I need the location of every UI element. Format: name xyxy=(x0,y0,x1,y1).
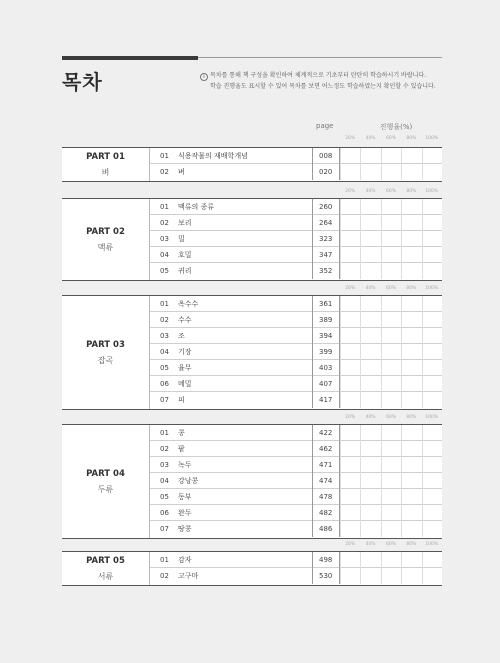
part-block xyxy=(62,147,442,182)
chapter-title: 콩 xyxy=(178,428,185,437)
chapter-title: 호밀 xyxy=(178,250,192,259)
chapter-row[interactable] xyxy=(150,505,442,521)
chapter-page: 462 xyxy=(312,441,340,457)
progress-checkbox[interactable] xyxy=(401,473,421,489)
chapter-row[interactable] xyxy=(150,376,442,392)
progress-checkbox[interactable] xyxy=(381,392,401,408)
progress-checkbox[interactable] xyxy=(381,312,401,328)
part-block xyxy=(62,295,442,410)
progress-checkbox[interactable] xyxy=(401,552,421,568)
title-accent-bar xyxy=(62,56,198,60)
percent-label: 80% xyxy=(406,286,417,291)
chapter-page: 361 xyxy=(312,296,340,312)
progress-checkbox[interactable] xyxy=(401,521,421,537)
progress-checkbox[interactable] xyxy=(360,552,380,568)
chapter-title: 율무 xyxy=(178,363,192,372)
progress-checkbox[interactable] xyxy=(401,425,421,441)
progress-checkbox[interactable] xyxy=(401,344,421,360)
progress-cells xyxy=(340,199,442,215)
chapter-row[interactable] xyxy=(150,164,442,180)
progress-checkbox[interactable] xyxy=(422,328,442,344)
percent-label: 20% xyxy=(345,286,356,291)
progress-checkbox[interactable] xyxy=(340,215,360,231)
chapter-page: 008 xyxy=(312,148,340,164)
progress-checkbox[interactable] xyxy=(360,312,380,328)
progress-cells xyxy=(340,215,442,231)
part-block xyxy=(62,198,442,281)
progress-checkbox[interactable] xyxy=(340,376,360,392)
chapter-title: 밀 xyxy=(178,234,185,243)
percent-label: 60% xyxy=(385,542,396,547)
percent-label: 100% xyxy=(425,415,439,420)
chapter-row[interactable] xyxy=(150,568,442,584)
progress-checkbox[interactable] xyxy=(422,263,442,279)
chapter-title: 녹두 xyxy=(178,460,192,469)
progress-checkbox[interactable] xyxy=(422,392,442,408)
progress-cells xyxy=(340,312,442,328)
chapter-number: 02 xyxy=(160,315,169,324)
progress-column-header: 진행율(%) xyxy=(379,123,413,131)
chapter-page: 482 xyxy=(312,505,340,521)
percent-label: 20% xyxy=(345,415,356,420)
progress-checkbox[interactable] xyxy=(340,296,360,312)
percent-label: 100% xyxy=(425,189,439,194)
progress-checkbox[interactable] xyxy=(360,344,380,360)
progress-cells xyxy=(340,344,442,360)
chapter-number: 06 xyxy=(160,379,169,388)
chapter-number: 02 xyxy=(160,218,169,227)
chapter-number: 01 xyxy=(160,151,169,160)
part-number: PART 05 xyxy=(86,555,125,566)
progress-checkbox[interactable] xyxy=(381,344,401,360)
progress-checkbox[interactable] xyxy=(340,148,360,164)
progress-checkbox[interactable] xyxy=(401,328,421,344)
progress-checkbox[interactable] xyxy=(422,148,442,164)
progress-checkbox[interactable] xyxy=(340,360,360,376)
progress-checkbox[interactable] xyxy=(381,457,401,473)
progress-checkbox[interactable] xyxy=(422,489,442,505)
progress-checkbox[interactable] xyxy=(340,392,360,408)
chapter-title: 팥 xyxy=(178,444,185,453)
chapter-page: 417 xyxy=(312,392,340,408)
progress-checkbox[interactable] xyxy=(360,489,380,505)
progress-checkbox[interactable] xyxy=(422,376,442,392)
chapter-page: 260 xyxy=(312,199,340,215)
chapter-row[interactable] xyxy=(150,296,442,312)
part-name: 서류 xyxy=(97,571,114,581)
progress-checkbox[interactable] xyxy=(360,231,380,247)
percent-label: 40% xyxy=(365,136,376,141)
progress-cells xyxy=(340,247,442,263)
progress-checkbox[interactable] xyxy=(381,231,401,247)
progress-cells xyxy=(340,376,442,392)
progress-checkbox[interactable] xyxy=(360,296,380,312)
chapter-number: 01 xyxy=(160,428,169,437)
progress-cells xyxy=(340,505,442,521)
chapter-page: 352 xyxy=(312,263,340,279)
percent-scale-row xyxy=(340,414,442,422)
progress-checkbox[interactable] xyxy=(401,489,421,505)
progress-checkbox[interactable] xyxy=(401,441,421,457)
progress-checkbox[interactable] xyxy=(401,215,421,231)
chapter-title: 피 xyxy=(178,396,185,404)
chapter-row[interactable] xyxy=(150,215,442,231)
progress-checkbox[interactable] xyxy=(360,360,380,376)
part-name: 벼 xyxy=(101,167,110,177)
progress-checkbox[interactable] xyxy=(381,148,401,164)
chapter-row[interactable] xyxy=(150,148,442,164)
progress-checkbox[interactable] xyxy=(340,568,360,584)
chapter-page: 389 xyxy=(312,312,340,328)
chapter-number: 02 xyxy=(160,444,169,453)
percent-label: 20% xyxy=(345,189,356,194)
progress-checkbox[interactable] xyxy=(401,164,421,180)
progress-checkbox[interactable] xyxy=(360,376,380,392)
progress-checkbox[interactable] xyxy=(401,148,421,164)
progress-checkbox[interactable] xyxy=(381,296,401,312)
progress-checkbox[interactable] xyxy=(340,344,360,360)
chapter-page: 486 xyxy=(312,521,340,537)
percent-label: 100% xyxy=(425,136,439,141)
progress-checkbox[interactable] xyxy=(340,263,360,279)
chapter-title: 조 xyxy=(178,331,185,340)
progress-cells xyxy=(340,568,442,584)
progress-checkbox[interactable] xyxy=(422,360,442,376)
progress-checkbox[interactable] xyxy=(340,247,360,263)
chapter-number: 06 xyxy=(160,508,169,517)
chapter-title: 감자 xyxy=(178,555,192,564)
progress-checkbox[interactable] xyxy=(360,148,380,164)
notice-line-1: 목차를 통해 책 구성을 확인하여 체계적으로 기초부터 탄탄히 학습하시기 바랍니다. xyxy=(210,72,427,79)
chapter-row[interactable] xyxy=(150,457,442,473)
progress-checkbox[interactable] xyxy=(340,521,360,537)
chapter-page: 399 xyxy=(312,344,340,360)
chapter-row[interactable] xyxy=(150,344,442,360)
chapter-row[interactable] xyxy=(150,199,442,215)
chapter-page: 471 xyxy=(312,457,340,473)
progress-cells xyxy=(340,328,442,344)
progress-cells xyxy=(340,148,442,164)
chapter-number: 07 xyxy=(160,396,169,404)
part-name: 맥류 xyxy=(97,242,114,252)
progress-checkbox[interactable] xyxy=(340,441,360,457)
progress-checkbox[interactable] xyxy=(381,199,401,215)
chapter-number: 04 xyxy=(160,250,169,259)
chapter-page: 422 xyxy=(312,425,340,441)
progress-checkbox[interactable] xyxy=(401,231,421,247)
chapter-page: 347 xyxy=(312,247,340,263)
progress-checkbox[interactable] xyxy=(360,164,380,180)
progress-checkbox[interactable] xyxy=(422,441,442,457)
progress-checkbox[interactable] xyxy=(360,473,380,489)
progress-checkbox[interactable] xyxy=(422,199,442,215)
part-label xyxy=(62,425,150,538)
progress-checkbox[interactable] xyxy=(381,164,401,180)
chapter-row[interactable] xyxy=(150,312,442,328)
progress-checkbox[interactable] xyxy=(422,231,442,247)
chapter-page: 264 xyxy=(312,215,340,231)
chapter-title: 강낭콩 xyxy=(178,476,199,485)
progress-cells xyxy=(340,552,442,568)
chapter-row[interactable] xyxy=(150,360,442,376)
chapter-title: 벼 xyxy=(178,168,185,176)
progress-checkbox[interactable] xyxy=(401,360,421,376)
progress-checkbox[interactable] xyxy=(381,441,401,457)
chapter-row[interactable] xyxy=(150,521,442,537)
progress-checkbox[interactable] xyxy=(360,457,380,473)
percent-scale-row xyxy=(340,285,442,293)
chapter-title: 귀리 xyxy=(178,267,192,275)
chapter-row[interactable] xyxy=(150,263,442,279)
chapter-row[interactable] xyxy=(150,247,442,263)
chapter-number: 03 xyxy=(160,234,169,243)
chapter-row[interactable] xyxy=(150,489,442,505)
chapter-title: 식용작물의 재배학개념 xyxy=(178,151,248,160)
part-label xyxy=(62,148,150,181)
progress-checkbox[interactable] xyxy=(360,521,380,537)
chapter-title: 옥수수 xyxy=(178,299,199,308)
chapter-page: 530 xyxy=(312,568,340,584)
progress-checkbox[interactable] xyxy=(381,263,401,279)
page-column-header: page xyxy=(316,122,334,130)
progress-checkbox[interactable] xyxy=(360,441,380,457)
progress-checkbox[interactable] xyxy=(340,312,360,328)
progress-checkbox[interactable] xyxy=(360,425,380,441)
progress-checkbox[interactable] xyxy=(381,489,401,505)
progress-cells xyxy=(340,164,442,180)
progress-checkbox[interactable] xyxy=(422,473,442,489)
chapter-row[interactable] xyxy=(150,425,442,441)
progress-cells xyxy=(340,360,442,376)
percent-label: 60% xyxy=(385,189,396,194)
progress-checkbox[interactable] xyxy=(401,457,421,473)
progress-checkbox[interactable] xyxy=(422,296,442,312)
progress-checkbox[interactable] xyxy=(381,247,401,263)
chapter-page: 323 xyxy=(312,231,340,247)
progress-checkbox[interactable] xyxy=(422,425,442,441)
progress-checkbox[interactable] xyxy=(360,328,380,344)
part-number: PART 03 xyxy=(86,339,125,350)
progress-checkbox[interactable] xyxy=(340,164,360,180)
progress-cells xyxy=(340,521,442,537)
percent-label: 40% xyxy=(365,189,376,194)
chapter-page: 394 xyxy=(312,328,340,344)
progress-checkbox[interactable] xyxy=(381,376,401,392)
progress-checkbox[interactable] xyxy=(360,568,380,584)
chapter-number: 01 xyxy=(160,202,169,211)
page-title: 목차 xyxy=(62,70,103,94)
progress-checkbox[interactable] xyxy=(340,231,360,247)
progress-checkbox[interactable] xyxy=(401,247,421,263)
chapter-number: 02 xyxy=(160,168,169,176)
progress-checkbox[interactable] xyxy=(340,473,360,489)
progress-checkbox[interactable] xyxy=(340,425,360,441)
percent-label: 40% xyxy=(365,415,376,420)
chapter-page: 407 xyxy=(312,376,340,392)
chapter-page: 403 xyxy=(312,360,340,376)
progress-checkbox[interactable] xyxy=(422,568,442,584)
progress-checkbox[interactable] xyxy=(360,215,380,231)
percent-scale-row xyxy=(340,541,442,549)
chapter-page: 474 xyxy=(312,473,340,489)
progress-cells xyxy=(340,441,442,457)
percent-label: 20% xyxy=(345,542,356,547)
progress-checkbox[interactable] xyxy=(422,457,442,473)
progress-checkbox[interactable] xyxy=(422,552,442,568)
progress-cells xyxy=(340,457,442,473)
percent-label: 60% xyxy=(385,286,396,291)
chapter-page: 020 xyxy=(312,164,340,180)
percent-label: 80% xyxy=(406,415,417,420)
progress-checkbox[interactable] xyxy=(401,296,421,312)
progress-checkbox[interactable] xyxy=(381,568,401,584)
percent-label: 20% xyxy=(345,136,356,141)
chapter-title: 맥류의 종류 xyxy=(178,202,215,211)
progress-checkbox[interactable] xyxy=(381,552,401,568)
progress-checkbox[interactable] xyxy=(340,328,360,344)
progress-checkbox[interactable] xyxy=(422,247,442,263)
progress-checkbox[interactable] xyxy=(340,199,360,215)
progress-checkbox[interactable] xyxy=(381,425,401,441)
progress-checkbox[interactable] xyxy=(381,505,401,521)
chapter-number: 03 xyxy=(160,460,169,469)
part-block xyxy=(62,551,442,586)
progress-checkbox[interactable] xyxy=(381,328,401,344)
progress-cells xyxy=(340,425,442,441)
percent-label: 60% xyxy=(385,415,396,420)
percent-label: 80% xyxy=(406,136,417,141)
chapter-number: 07 xyxy=(160,525,169,533)
progress-checkbox[interactable] xyxy=(422,505,442,521)
part-label xyxy=(62,199,150,280)
chapter-number: 01 xyxy=(160,555,169,564)
progress-checkbox[interactable] xyxy=(401,376,421,392)
chapter-number: 03 xyxy=(160,331,169,340)
notice-line-2: 학습 진행율도 표시할 수 있어 목차를 보면 어느정도 학습하였는지 확인할 수 있습니다. xyxy=(210,83,436,90)
progress-checkbox[interactable] xyxy=(422,521,442,537)
progress-checkbox[interactable] xyxy=(360,247,380,263)
chapter-number: 01 xyxy=(160,299,169,308)
chapter-title: 완두 xyxy=(178,508,192,517)
part-number: PART 01 xyxy=(86,151,125,162)
percent-scale-row xyxy=(340,135,442,143)
chapter-number: 04 xyxy=(160,476,169,485)
chapter-number: 04 xyxy=(160,347,169,356)
progress-checkbox[interactable] xyxy=(401,263,421,279)
progress-checkbox[interactable] xyxy=(360,263,380,279)
chapter-title: 메밀 xyxy=(178,379,192,388)
chapter-row[interactable] xyxy=(150,392,442,408)
progress-cells xyxy=(340,473,442,489)
chapter-title: 동부 xyxy=(178,492,192,501)
part-number: PART 02 xyxy=(86,226,125,237)
chapter-number: 05 xyxy=(160,267,169,275)
part-number: PART 04 xyxy=(86,468,125,479)
progress-cells xyxy=(340,263,442,279)
progress-checkbox[interactable] xyxy=(381,215,401,231)
part-name: 잡곡 xyxy=(97,355,114,365)
part-label xyxy=(62,552,150,585)
progress-checkbox[interactable] xyxy=(401,312,421,328)
chapter-title: 기장 xyxy=(178,347,192,356)
chapter-row[interactable] xyxy=(150,441,442,457)
progress-checkbox[interactable] xyxy=(422,344,442,360)
progress-checkbox[interactable] xyxy=(422,164,442,180)
progress-checkbox[interactable] xyxy=(422,215,442,231)
progress-checkbox[interactable] xyxy=(340,505,360,521)
progress-checkbox[interactable] xyxy=(401,568,421,584)
chapter-page: 478 xyxy=(312,489,340,505)
notice-text xyxy=(200,70,450,92)
progress-cells xyxy=(340,231,442,247)
chapter-number: 05 xyxy=(160,363,169,372)
progress-cells xyxy=(340,392,442,408)
chapter-number: 05 xyxy=(160,492,169,501)
percent-label: 40% xyxy=(365,286,376,291)
chapter-number: 02 xyxy=(160,572,169,580)
chapter-row[interactable] xyxy=(150,552,442,568)
info-icon: i xyxy=(200,73,208,81)
progress-checkbox[interactable] xyxy=(340,489,360,505)
progress-checkbox[interactable] xyxy=(360,505,380,521)
chapter-title: 보리 xyxy=(178,218,192,227)
chapter-title: 수수 xyxy=(178,315,192,324)
part-block xyxy=(62,424,442,539)
percent-label: 60% xyxy=(385,136,396,141)
chapter-page: 498 xyxy=(312,552,340,568)
percent-label: 100% xyxy=(425,286,439,291)
progress-cells xyxy=(340,489,442,505)
progress-checkbox[interactable] xyxy=(360,392,380,408)
chapter-title: 땅콩 xyxy=(178,525,192,533)
progress-checkbox[interactable] xyxy=(401,199,421,215)
progress-checkbox[interactable] xyxy=(422,312,442,328)
progress-checkbox[interactable] xyxy=(360,199,380,215)
progress-checkbox[interactable] xyxy=(381,360,401,376)
title-rule xyxy=(198,57,442,58)
chapter-title: 고구마 xyxy=(178,572,199,580)
percent-scale-row xyxy=(340,188,442,196)
part-name: 두류 xyxy=(97,484,114,494)
progress-checkbox[interactable] xyxy=(381,521,401,537)
percent-label: 100% xyxy=(425,542,439,547)
progress-checkbox[interactable] xyxy=(401,392,421,408)
progress-checkbox[interactable] xyxy=(381,473,401,489)
chapter-row[interactable] xyxy=(150,473,442,489)
percent-label: 80% xyxy=(406,542,417,547)
progress-cells xyxy=(340,296,442,312)
part-label xyxy=(62,296,150,409)
chapter-row[interactable] xyxy=(150,231,442,247)
progress-checkbox[interactable] xyxy=(340,552,360,568)
percent-label: 80% xyxy=(406,189,417,194)
chapter-row[interactable] xyxy=(150,328,442,344)
progress-checkbox[interactable] xyxy=(401,505,421,521)
percent-label: 40% xyxy=(365,542,376,547)
progress-checkbox[interactable] xyxy=(340,457,360,473)
